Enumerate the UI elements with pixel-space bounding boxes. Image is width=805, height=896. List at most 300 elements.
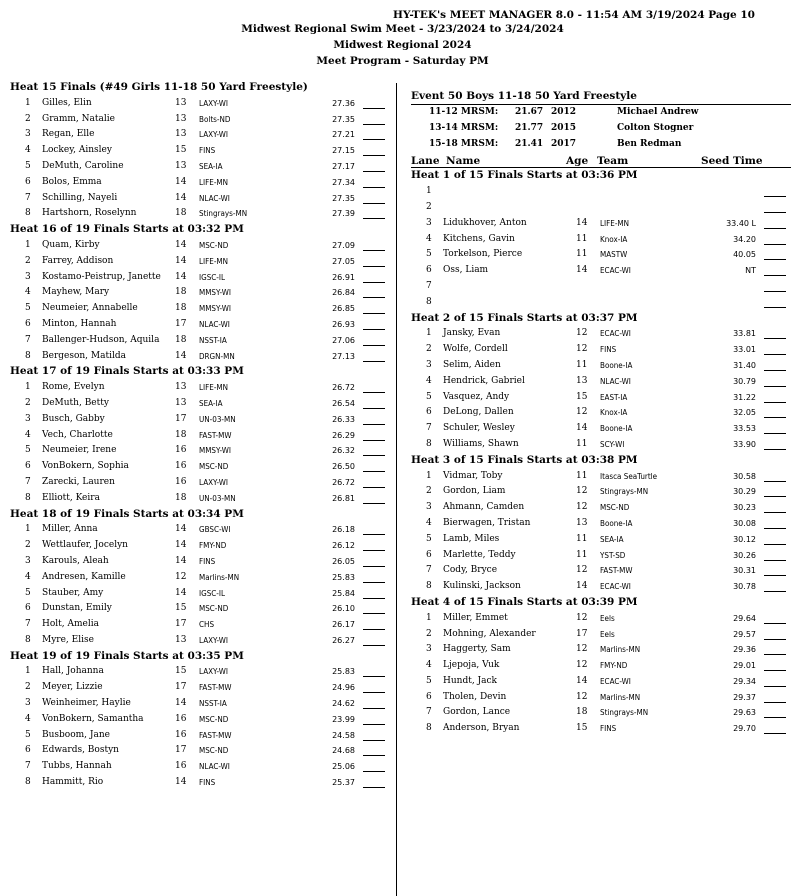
finals-time-blank [363, 566, 385, 567]
finals-time-blank [764, 433, 786, 434]
swimmer-name: Busch, Gabby [42, 413, 105, 424]
entry-row [10, 696, 390, 712]
lane-number: 5 [25, 729, 31, 740]
entry-row [411, 342, 791, 358]
entry-row [10, 96, 390, 112]
seed-time: 31.22 [733, 392, 756, 402]
swimmer-team: CHS [199, 620, 215, 630]
seed-time: 33.53 [733, 424, 756, 434]
swimmer-age: 11 [576, 470, 588, 481]
swimmer-team: MMSY-WI [199, 304, 231, 314]
finals-time-blank [764, 417, 786, 418]
lane-number: 4 [426, 233, 432, 244]
heat-title: Heat 17 of 19 Finals Starts at 03:33 PM [10, 365, 244, 378]
seed-time: 23.99 [332, 714, 355, 724]
program-title: Meet Program - Saturday PM [316, 55, 489, 67]
seed-time: 26.17 [332, 620, 355, 630]
finals-time-blank [363, 471, 385, 472]
seed-time: 29.01 [733, 661, 756, 671]
heat-title: Heat 4 of 15 Finals Starts at 03:39 PM [411, 595, 638, 608]
lane-number: 6 [25, 176, 31, 187]
lane-number: 4 [426, 375, 432, 386]
seed-time: 27.36 [332, 98, 355, 108]
entry-row [10, 554, 390, 570]
swimmer-team: MSC-ND [199, 714, 229, 724]
finals-time-blank [363, 408, 385, 409]
lane-number: 5 [25, 445, 31, 456]
seed-time: 27.34 [332, 177, 355, 187]
lane-number: 5 [25, 303, 31, 314]
finals-time-blank [764, 481, 786, 482]
swimmer-name: Dunstan, Emily [42, 603, 112, 614]
seed-time: 24.62 [332, 699, 355, 709]
lane-number: 7 [25, 192, 31, 203]
lane-number: 6 [426, 549, 432, 560]
finals-time-blank [764, 623, 786, 624]
finals-time-blank [363, 345, 385, 346]
entry-row [10, 112, 390, 128]
seed-time: 30.29 [733, 487, 756, 497]
finals-time-blank [363, 550, 385, 551]
seed-time: 40.05 [733, 250, 756, 260]
swimmer-team: MSC-ND [199, 746, 229, 756]
swimmer-team: Stingrays-MN [600, 708, 649, 718]
swimmer-team: Boone-IA [600, 360, 633, 370]
lane-number: 4 [426, 517, 432, 528]
swimmer-age: 17 [576, 628, 588, 639]
finals-time-blank [764, 212, 786, 213]
lane-number: 8 [25, 208, 31, 219]
swimmer-team: MSC-ND [199, 240, 229, 250]
swimmer-name: Bolos, Emma [42, 176, 102, 187]
lane-number: 1 [426, 328, 432, 339]
finals-time-blank [363, 740, 385, 741]
lane-number: 4 [25, 287, 31, 298]
seed-time: 24.96 [332, 683, 355, 693]
lane-number: 2 [426, 628, 432, 639]
swimmer-team: SEA-IA [199, 161, 223, 171]
finals-time-blank [764, 654, 786, 655]
swimmer-name: Torkelson, Pierce [443, 249, 523, 260]
entry-row [10, 254, 390, 270]
swimmer-age: 13 [175, 129, 187, 140]
finals-time-blank [363, 313, 385, 314]
lane-number: 3 [426, 359, 432, 370]
swimmer-age: 17 [175, 745, 187, 756]
lane-number: 2 [25, 255, 31, 266]
lane-number: 1 [426, 470, 432, 481]
swimmer-name: Minton, Hannah [42, 318, 117, 329]
seed-time: 29.64 [733, 613, 756, 623]
swimmer-age: 14 [175, 271, 187, 282]
lane-number: 8 [25, 634, 31, 645]
swimmer-team: LIFE-MN [199, 383, 229, 393]
swimmer-age: 15 [175, 145, 187, 156]
finals-time-blank [363, 124, 385, 125]
swimmer-name: VonBokern, Sophia [42, 461, 129, 472]
lane-number: 5 [426, 675, 432, 686]
finals-time-blank [764, 275, 786, 276]
swimmer-name: Zarecki, Lauren [42, 476, 115, 487]
lane-number: 4 [25, 713, 31, 724]
swimmer-team: NLAC-WI [600, 376, 631, 386]
swimmer-name: Wettlaufer, Jocelyn [42, 540, 128, 551]
swimmer-team: FMY-ND [199, 541, 227, 551]
swimmer-team: LIFE-MN [199, 177, 229, 187]
finals-time-blank [363, 534, 385, 535]
finals-time-blank [764, 307, 786, 308]
swimmer-age: 15 [576, 723, 588, 734]
swimmer-name: Weinheimer, Haylie [42, 698, 131, 709]
swimmer-team: NSST-IA [199, 335, 227, 345]
finals-time-blank [363, 645, 385, 646]
record-row [411, 137, 791, 153]
swimmer-team: Boone-IA [600, 424, 633, 434]
lane-number: 8 [426, 723, 432, 734]
swimmer-age: 12 [576, 565, 588, 576]
swimmer-name: Gilles, Elin [42, 97, 92, 108]
col-age: Age [566, 155, 589, 168]
seed-time: 26.50 [332, 462, 355, 472]
seed-time: 26.05 [332, 556, 355, 566]
seed-time: 25.83 [332, 667, 355, 677]
lane-number: 1 [25, 666, 31, 677]
swimmer-age: 14 [576, 675, 588, 686]
finals-time-blank [363, 155, 385, 156]
swimmer-age: 11 [576, 359, 588, 370]
finals-time-blank [363, 487, 385, 488]
lane-number: 7 [25, 619, 31, 630]
entry-row [411, 390, 791, 406]
entry-row [10, 570, 390, 586]
swimmer-age: 11 [576, 438, 588, 449]
swimmer-team: MSC-ND [199, 462, 229, 472]
swimmer-age: 14 [175, 698, 187, 709]
swimmer-name: Neumeier, Irene [42, 445, 117, 456]
finals-time-blank [363, 329, 385, 330]
swimmer-age: 12 [576, 660, 588, 671]
finals-time-blank [363, 139, 385, 140]
lane-number: 6 [426, 265, 432, 276]
lane-number: 8 [25, 492, 31, 503]
entry-row [10, 680, 390, 696]
seed-time: 27.35 [332, 114, 355, 124]
swimmer-name: Haggerty, Sam [443, 644, 511, 655]
swimmer-name: Lamb, Miles [443, 533, 500, 544]
seed-time: 27.13 [332, 351, 355, 361]
swimmer-age: 14 [175, 587, 187, 598]
entry-row [411, 200, 791, 216]
entry-row [10, 380, 390, 396]
seed-time: 26.91 [332, 272, 355, 282]
lane-number: 7 [426, 707, 432, 718]
entry-row [10, 143, 390, 159]
seed-time: 24.68 [332, 746, 355, 756]
swimmer-name: DeMuth, Caroline [42, 160, 124, 171]
lane-number: 4 [25, 429, 31, 440]
swimmer-team: ECAC-WI [600, 582, 631, 592]
swimmer-name: Williams, Shawn [443, 438, 519, 449]
seed-time: 29.36 [733, 645, 756, 655]
lane-number: 3 [25, 413, 31, 424]
swimmer-age: 14 [175, 350, 187, 361]
swimmer-name: Mohning, Alexander [443, 628, 536, 639]
swimmer-team: Marlins-MN [600, 692, 641, 702]
entry-row [10, 159, 390, 175]
swimmer-age: 15 [175, 666, 187, 677]
swimmer-age: 17 [175, 682, 187, 693]
seed-time: 30.23 [733, 503, 756, 513]
finals-time-blank [363, 598, 385, 599]
swimmer-name: Selim, Aiden [443, 359, 501, 370]
swimmer-name: Gordon, Lance [443, 707, 511, 718]
swimmer-name: Myre, Elise [42, 634, 94, 645]
finals-time-blank [764, 512, 786, 513]
swimmer-name: Tubbs, Hannah [42, 761, 112, 772]
swimmer-age: 15 [576, 391, 588, 402]
swimmer-team: SEA-IA [600, 534, 624, 544]
swimmer-team: FMY-ND [600, 661, 628, 671]
swimmer-team: EAST-IA [600, 392, 628, 402]
lane-number: 1 [25, 382, 31, 393]
swimmer-name: Marlette, Teddy [443, 549, 516, 560]
swimmer-team: ECAC-WI [600, 266, 631, 276]
lane-number: 7 [25, 334, 31, 345]
record-label: 11-12 MRSM: [429, 107, 499, 117]
lane-number: 1 [25, 239, 31, 250]
seed-time: 30.08 [733, 518, 756, 528]
swimmer-team: FAST-MW [199, 683, 232, 693]
seed-time: 33.40 L [726, 218, 756, 228]
swimmer-age: 11 [576, 249, 588, 260]
swimmer-name: Karouls, Aleah [42, 555, 109, 566]
swimmer-team: NSST-IA [199, 699, 227, 709]
entry-row [10, 712, 390, 728]
swimmer-team: GBSC-WI [199, 525, 231, 535]
finals-time-blank [363, 361, 385, 362]
lane-number: 3 [426, 502, 432, 513]
swimmer-name: Kulinski, Jackson [443, 581, 521, 592]
swimmer-name: Hammitt, Rio [42, 777, 104, 788]
entry-row [411, 279, 791, 295]
swimmer-name: Vech, Charlotte [42, 429, 113, 440]
seed-time: 30.31 [733, 566, 756, 576]
swimmer-team: Stingrays-MN [600, 487, 649, 497]
seed-time: 27.39 [332, 209, 355, 219]
swimmer-name: Bierwagen, Tristan [443, 517, 531, 528]
swimmer-team: SCY-WI [600, 439, 625, 449]
lane-number: 8 [25, 777, 31, 788]
seed-time: 30.12 [733, 534, 756, 544]
swimmer-team: FAST-MW [199, 730, 232, 740]
swimmer-age: 14 [576, 217, 588, 228]
swimmer-team: Marlins-MN [600, 645, 641, 655]
lane-number: 1 [25, 524, 31, 535]
entry-row [411, 295, 791, 311]
seed-time: 26.10 [332, 604, 355, 614]
entry-row [10, 301, 390, 317]
heat-title: Heat 18 of 19 Finals Starts at 03:34 PM [10, 507, 244, 520]
swimmer-age: 12 [576, 486, 588, 497]
swimmer-age: 16 [175, 729, 187, 740]
finals-time-blank [764, 560, 786, 561]
lane-number: 8 [426, 438, 432, 449]
swimmer-team: Eels [600, 629, 615, 639]
swimmer-team: MMSY-WI [199, 446, 231, 456]
seed-time: 26.29 [332, 430, 355, 440]
finals-time-blank [363, 455, 385, 456]
entry-row [411, 658, 791, 674]
swimmer-age: 16 [175, 761, 187, 772]
swimmer-age: 16 [175, 445, 187, 456]
swimmer-age: 12 [576, 644, 588, 655]
swimmer-name: Gramm, Natalie [42, 113, 115, 124]
entry-row [411, 674, 791, 690]
swimmer-age: 14 [576, 265, 588, 276]
swimmer-age: 11 [576, 549, 588, 560]
record-time: 21.67 [515, 107, 544, 117]
lane-number: 3 [25, 129, 31, 140]
column-divider [396, 83, 397, 896]
lane-number: 8 [25, 350, 31, 361]
software-header: HY-TEK's MEET MANAGER 8.0 - 11:54 AM 3/19/2024 Page 10 [393, 9, 755, 21]
finals-time-blank [363, 392, 385, 393]
swimmer-team: LIFE-MN [199, 256, 229, 266]
swimmer-team: MASTW [600, 250, 628, 260]
lane-number: 7 [426, 423, 432, 434]
entry-row [411, 563, 791, 579]
finals-time-blank [363, 218, 385, 219]
seed-time: 29.57 [733, 629, 756, 639]
entry-row [10, 317, 390, 333]
entry-row [411, 548, 791, 564]
swimmer-name: Hundt, Jack [443, 675, 498, 686]
seed-time: 26.81 [332, 493, 355, 503]
swimmer-age: 14 [175, 239, 187, 250]
swimmer-team: ECAC-WI [600, 329, 631, 339]
entry-row [10, 428, 390, 444]
swimmer-name: Tholen, Devin [443, 691, 507, 702]
swimmer-team: FINS [199, 556, 216, 566]
swimmer-name: Ballenger-Hudson, Aquila [42, 334, 160, 345]
swimmer-name: Meyer, Lizzie [42, 682, 103, 693]
swimmer-team: ECAC-WI [600, 676, 631, 686]
heat-title: Heat 15 Finals (#49 Girls 11-18 50 Yard Freestyle) [10, 81, 308, 93]
entry-row [10, 522, 390, 538]
entry-row [411, 358, 791, 374]
swimmer-age: 12 [175, 571, 187, 582]
swimmer-age: 14 [175, 777, 187, 788]
record-year: 2015 [551, 122, 577, 133]
seed-time: 26.33 [332, 414, 355, 424]
record-holder: Ben Redman [617, 138, 682, 149]
seed-time: 27.17 [332, 161, 355, 171]
lane-number: 2 [25, 540, 31, 551]
swimmer-name: Edwards, Bostyn [42, 745, 119, 756]
swimmer-team: Stingrays-MN [199, 209, 248, 219]
record-year: 2017 [551, 138, 577, 149]
swimmer-name: Anderson, Bryan [443, 723, 520, 734]
swimmer-team: FINS [199, 778, 216, 788]
entry-row [10, 270, 390, 286]
swimmer-name: Miller, Anna [42, 524, 98, 535]
swimmer-team: LAXY-WI [199, 667, 228, 677]
heat-title: Heat 16 of 19 Finals Starts at 03:32 PM [10, 223, 244, 236]
entry-row [10, 333, 390, 349]
finals-time-blank [764, 528, 786, 529]
entry-row [411, 611, 791, 627]
lane-number: 7 [25, 761, 31, 772]
lane-number: 8 [426, 581, 432, 592]
seed-time: 26.12 [332, 541, 355, 551]
swimmer-age: 14 [175, 540, 187, 551]
swimmer-team: Bolts-ND [199, 114, 231, 124]
records-list [411, 105, 791, 152]
entry-row [411, 421, 791, 437]
entry-row [411, 642, 791, 658]
seed-time: 25.37 [332, 778, 355, 788]
entry-row [10, 443, 390, 459]
swimmer-age: 15 [175, 603, 187, 614]
finals-time-blank [764, 354, 786, 355]
finals-time-blank [363, 582, 385, 583]
entry-row [10, 633, 390, 649]
record-time: 21.77 [515, 122, 544, 133]
finals-time-blank [363, 266, 385, 267]
swimmer-name: Hartshorn, Roselynn [42, 208, 137, 219]
swimmer-age: 11 [576, 533, 588, 544]
swimmer-team: Marlins-MN [199, 572, 240, 582]
heat-title: Heat 19 of 19 Finals Starts at 03:35 PM [10, 649, 244, 662]
record-label: 15-18 MRSM: [429, 138, 499, 149]
seed-time: 27.06 [332, 335, 355, 345]
entry-row [411, 469, 791, 485]
swimmer-team: Knox-IA [600, 408, 628, 418]
entry-row [10, 127, 390, 143]
entry-row [10, 238, 390, 254]
finals-time-blank [363, 440, 385, 441]
seed-time: 27.09 [332, 240, 355, 250]
lane-number: 1 [426, 186, 432, 197]
seed-time: 29.34 [733, 676, 756, 686]
finals-time-blank [764, 338, 786, 339]
finals-time-blank [363, 708, 385, 709]
swimmer-team: LAXY-WI [199, 477, 228, 487]
swimmer-team: NLAC-WI [199, 193, 230, 203]
swimmer-name: Gordon, Liam [443, 486, 506, 497]
heat-title: Heat 3 of 15 Finals Starts at 03:38 PM [411, 453, 638, 466]
swimmer-name: Quam, Kirby [42, 239, 100, 250]
lane-number: 6 [25, 461, 31, 472]
lane-number: 5 [426, 391, 432, 402]
record-time: 21.41 [515, 138, 544, 149]
record-year: 2012 [551, 107, 577, 117]
swimmer-team: SEA-IA [199, 398, 223, 408]
seed-time: 27.21 [332, 130, 355, 140]
swimmer-name: Rome, Evelyn [42, 382, 105, 393]
col-name: Name [446, 155, 481, 168]
entry-row [10, 601, 390, 617]
swimmer-team: IGSC-IL [199, 272, 226, 282]
seed-time: 29.63 [733, 708, 756, 718]
swimmer-age: 12 [576, 691, 588, 702]
lane-number: 6 [426, 407, 432, 418]
swimmer-age: 14 [175, 555, 187, 566]
right-column [411, 88, 791, 737]
swimmer-team: Eels [600, 613, 615, 623]
finals-time-blank [363, 724, 385, 725]
lane-number: 6 [426, 691, 432, 702]
